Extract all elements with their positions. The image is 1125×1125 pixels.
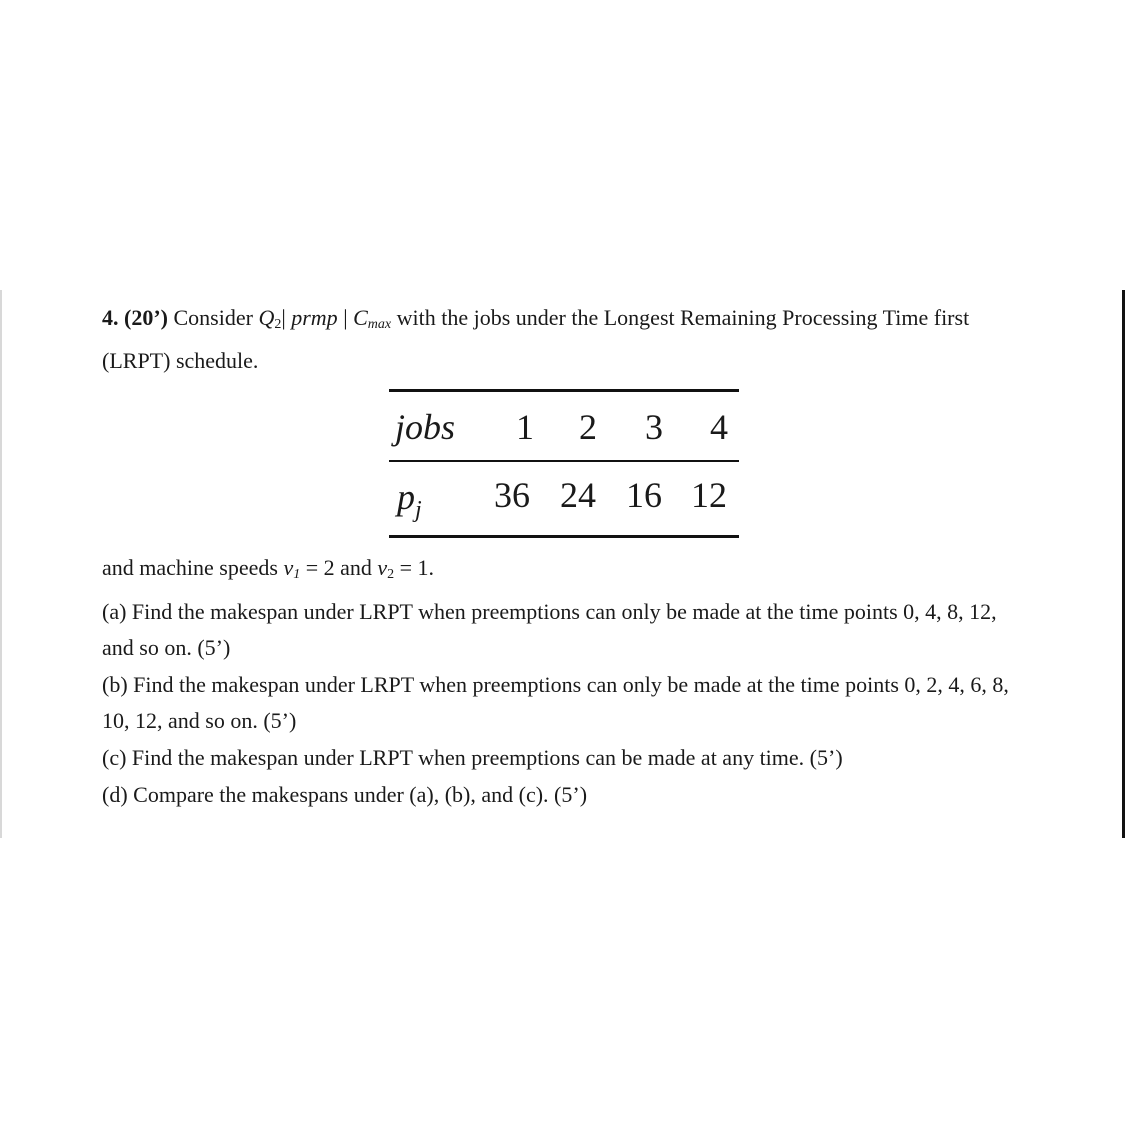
- notation-c: C: [353, 305, 368, 330]
- question-number: 4.: [102, 305, 119, 330]
- speeds-text-2: = 2 and: [300, 555, 378, 580]
- table-pt-2: 24: [560, 475, 596, 515]
- row-label-p: p: [397, 477, 415, 517]
- notation-sep-1: |: [281, 305, 292, 330]
- part-d: (d) Compare the makespans under (a), (b), and (c). (5’): [102, 781, 588, 807]
- page-left-edge: [0, 290, 2, 838]
- notation-c-sub: max: [367, 317, 392, 332]
- notation-sep-2: |: [337, 305, 354, 330]
- table-job-1: 1: [516, 407, 534, 447]
- table-pt-1: 36: [494, 475, 530, 515]
- speed-v1: v: [283, 555, 294, 580]
- part-a: (a) Find the makespan under LRPT when preemptions can only be made at the time points 0, 4, 8, 12, and so on. (5’): [102, 598, 997, 661]
- question-body: [102, 550, 1032, 813]
- speed-v1-sub: 1: [293, 567, 301, 582]
- speed-v2: v: [377, 555, 388, 580]
- machine-speeds: [102, 550, 1032, 594]
- table-header-label: jobs: [395, 407, 456, 447]
- question-text-1: Consider: [167, 305, 259, 330]
- notation-q: Q: [258, 305, 275, 330]
- row-label-sub: j: [415, 497, 422, 523]
- table-top-rule: [389, 389, 739, 392]
- speeds-text-3: = 1.: [394, 555, 435, 580]
- jobs-table: [389, 389, 739, 539]
- speed-v2-sub: 2: [387, 567, 395, 582]
- question-intro: [102, 300, 1032, 379]
- part-b: (b) Find the makespan under LRPT when preemptions can only be made at the time points 0, 2, 4, 6, 8, 10, 12, and so on. (5’): [102, 671, 1009, 734]
- table-job-3: 3: [645, 407, 663, 447]
- speeds-text-1: and machine speeds: [102, 555, 284, 580]
- part-c: (c) Find the makespan under LRPT when preemptions can be made at any time. (5’): [102, 744, 843, 770]
- table-pt-3: 16: [626, 475, 662, 515]
- table-bottom-rule: [389, 535, 739, 538]
- table-pt-4: 12: [691, 475, 727, 515]
- table-job-2: 2: [579, 407, 597, 447]
- question-points: (20’): [124, 305, 168, 330]
- notation-prmp: prmp: [291, 305, 338, 330]
- question-paragraph: [102, 300, 1032, 379]
- table-row-label: [397, 479, 422, 528]
- notation-q-sub: 2: [274, 317, 282, 332]
- table-mid-rule: [389, 460, 739, 462]
- table-job-4: 4: [710, 407, 728, 447]
- question-text-2: with the jobs under the Longest Remaining Processing Time first (LRPT) schedule.: [102, 305, 970, 373]
